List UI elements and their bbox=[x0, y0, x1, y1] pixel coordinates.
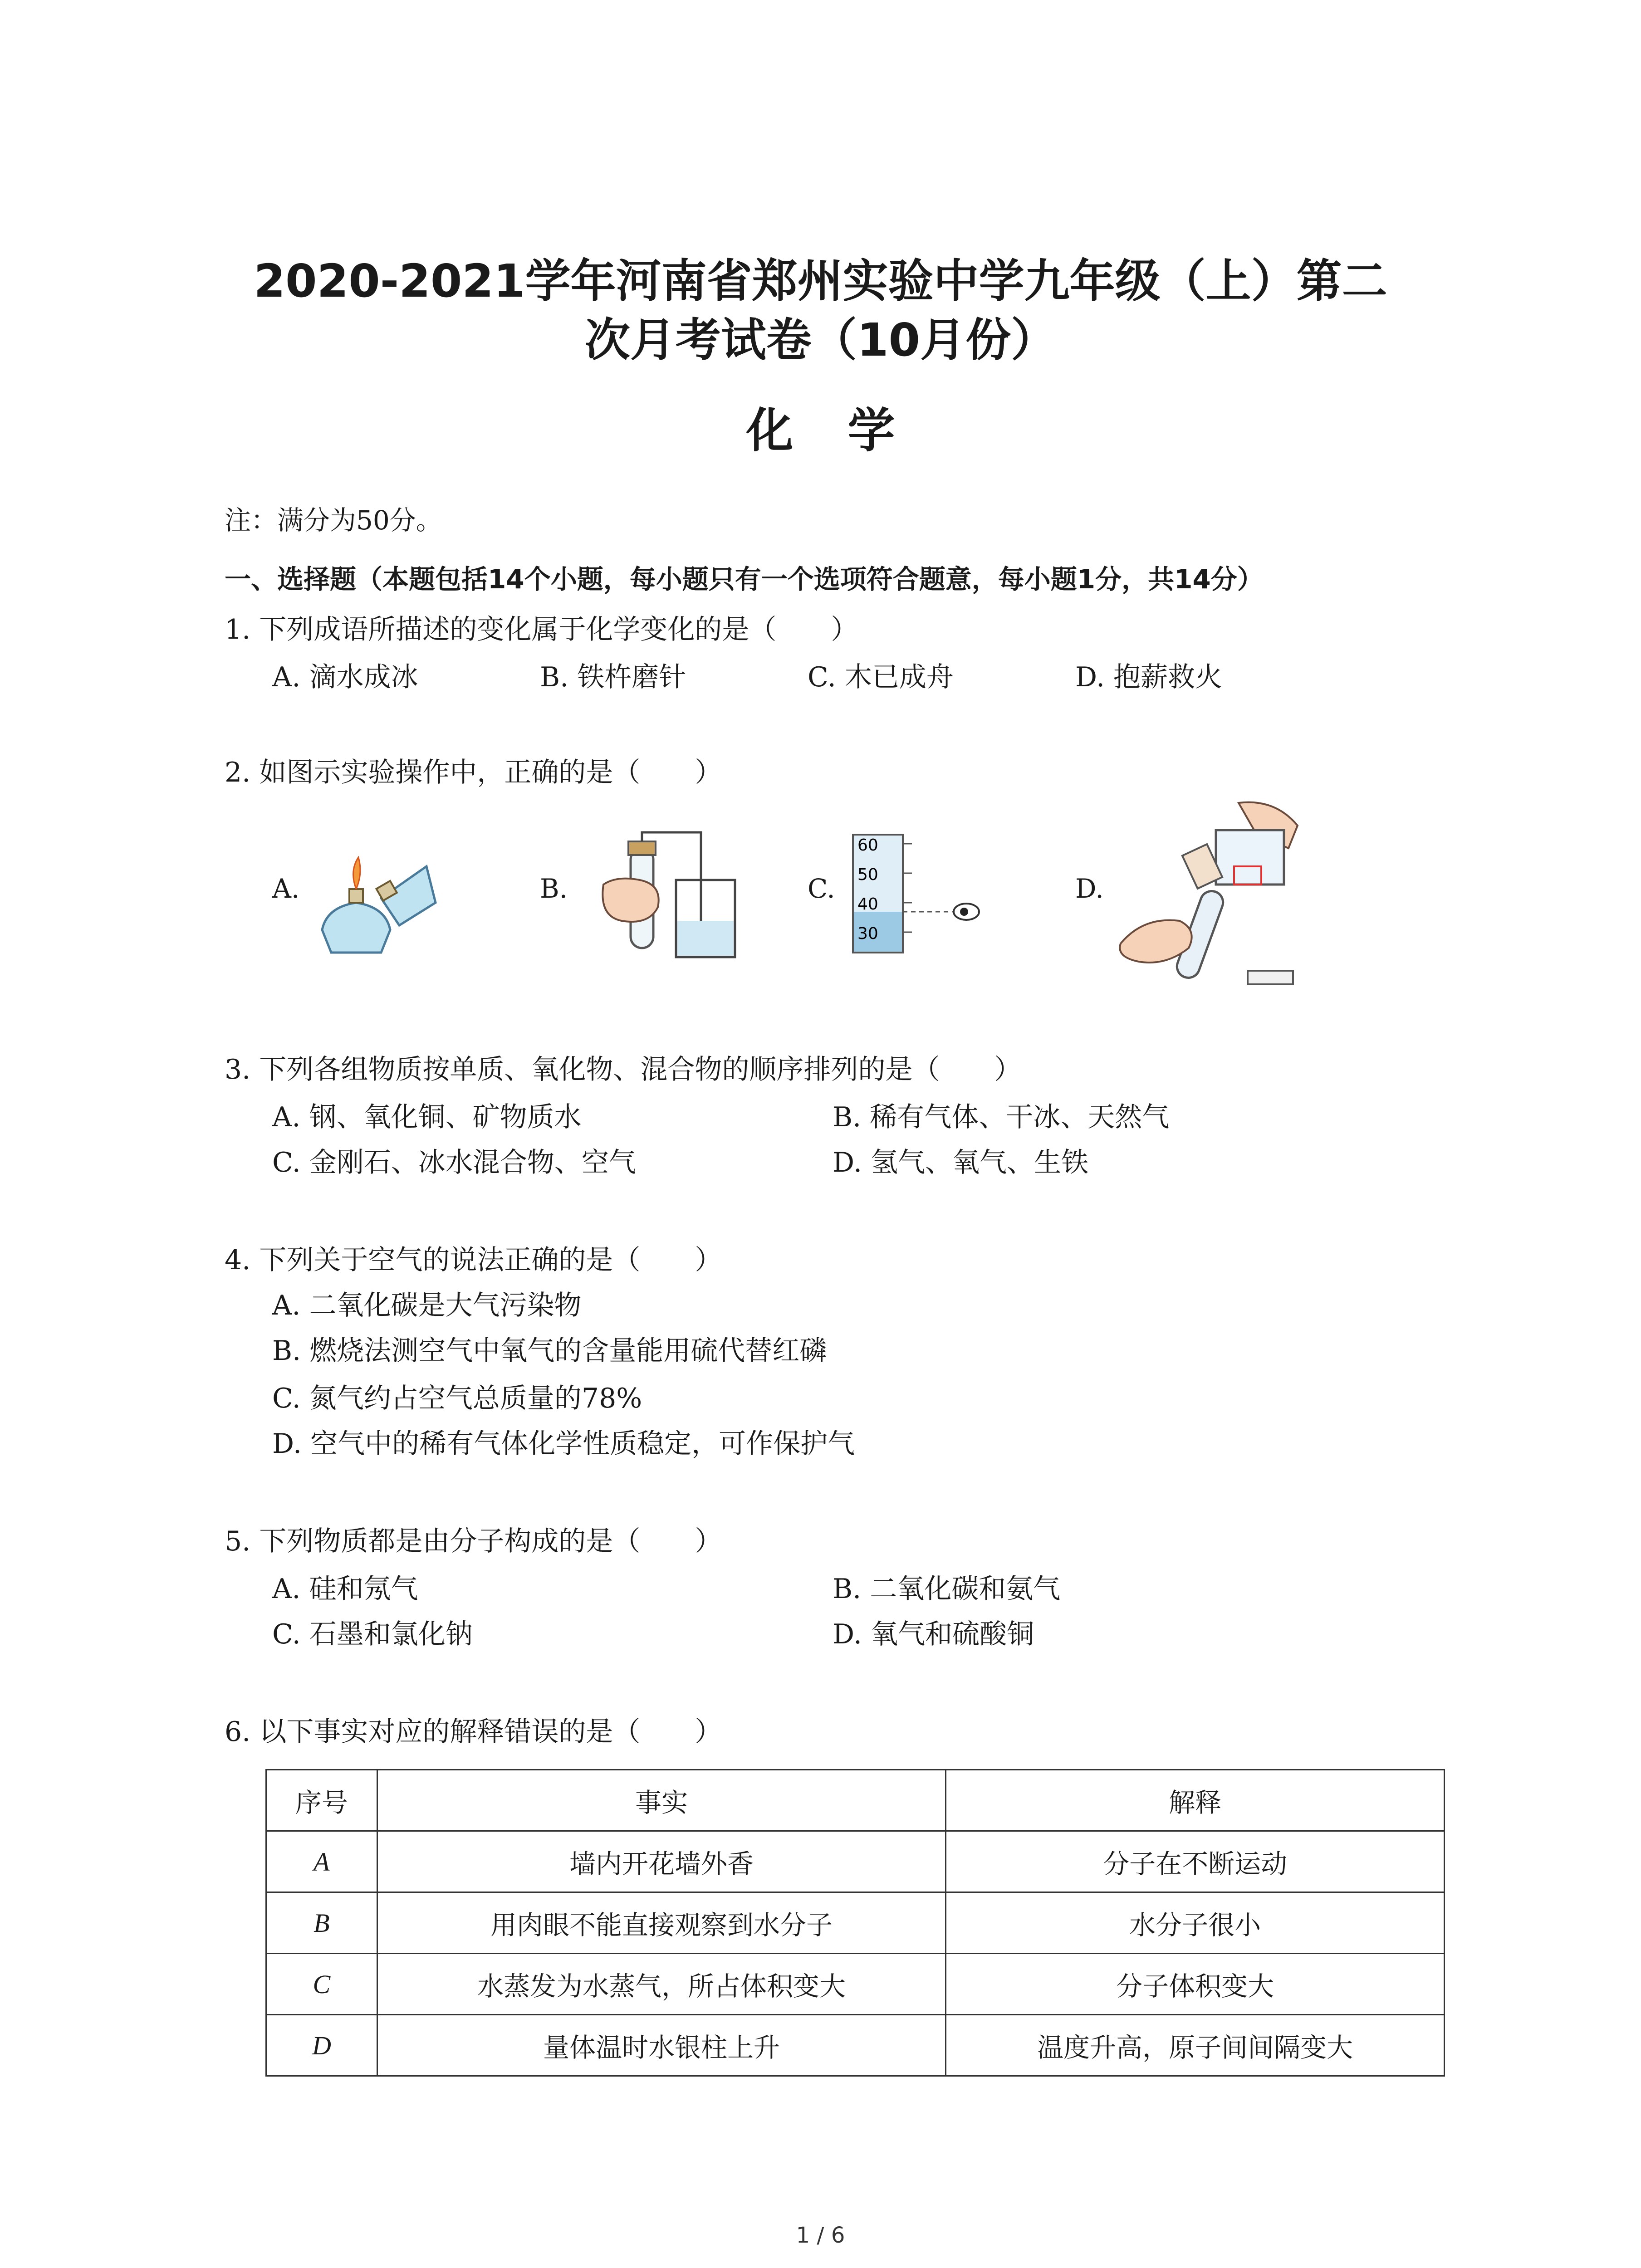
q2-option-c[interactable]: C. bbox=[808, 873, 835, 904]
figure-pouring-liquid bbox=[1112, 798, 1316, 989]
score-note: 注：满分为50分。 bbox=[225, 505, 442, 536]
section-heading: 一、选择题（本题包括14个小题，每小题只有一个选项符合题意，每小题1分，共14分） bbox=[225, 564, 1264, 595]
question-4-stem: 4. 下列关于空气的说法正确的是（ ） bbox=[225, 1244, 722, 1276]
figure-alcohol-lamps bbox=[313, 839, 440, 957]
question-1-stem: 1. 下列成语所描述的变化属于化学变化的是（ ） bbox=[225, 614, 858, 645]
title-line-1: 2020-2021学年河南省郑州实验中学九年级（上）第二 bbox=[254, 254, 1387, 308]
row-fact: 用肉眼不能直接观察到水分子 bbox=[377, 1892, 945, 1954]
q2-option-a[interactable]: A. bbox=[272, 873, 300, 904]
table-header-explanation: 解释 bbox=[946, 1770, 1445, 1831]
q3-option-c[interactable]: C. 金刚石、冰水混合物、空气 bbox=[272, 1147, 636, 1178]
q1-option-b[interactable]: B. 铁杵磨针 bbox=[540, 661, 686, 693]
table-row bbox=[266, 1892, 1445, 1954]
question-3-stem: 3. 下列各组物质按单质、氧化物、混合物的顺序排列的是（ ） bbox=[225, 1054, 1022, 1085]
question-5-stem: 5. 下列物质都是由分子构成的是（ ） bbox=[225, 1525, 722, 1557]
q4-option-a[interactable]: A. 二氧化碳是大气污染物 bbox=[272, 1290, 582, 1321]
subject-title: 化学 bbox=[746, 403, 950, 458]
q3-option-a[interactable]: A. 钢、氧化铜、矿物质水 bbox=[272, 1101, 582, 1133]
figure-measuring-cylinder bbox=[848, 830, 985, 957]
row-explanation: 水分子很小 bbox=[946, 1892, 1445, 1954]
q2-option-d[interactable]: D. bbox=[1075, 873, 1104, 904]
row-explanation: 分子在不断运动 bbox=[946, 1831, 1445, 1892]
tick-40: 40 bbox=[857, 895, 878, 914]
row-index: C bbox=[266, 1954, 377, 2015]
q5-option-a[interactable]: A. 硅和氖气 bbox=[272, 1573, 418, 1605]
table-header-index: 序号 bbox=[266, 1770, 377, 1831]
facts-table bbox=[265, 1769, 1445, 2077]
tick-50: 50 bbox=[857, 865, 878, 884]
row-fact: 墙内开花墙外香 bbox=[377, 1831, 945, 1892]
q5-option-b[interactable]: B. 二氧化碳和氨气 bbox=[833, 1573, 1061, 1605]
table-header-fact: 事实 bbox=[377, 1770, 945, 1831]
q5-option-c[interactable]: C. 石墨和氯化钠 bbox=[272, 1618, 473, 1650]
table-row bbox=[266, 1831, 1445, 1892]
row-index: D bbox=[266, 2015, 377, 2076]
q3-option-d[interactable]: D. 氢气、氧气、生铁 bbox=[833, 1147, 1089, 1178]
tick-30: 30 bbox=[857, 924, 878, 943]
title-line-2: 次月考试卷（10月份） bbox=[584, 313, 1057, 367]
row-explanation: 分子体积变大 bbox=[946, 1954, 1445, 2015]
row-explanation: 温度升高，原子间间隔变大 bbox=[946, 2015, 1445, 2076]
page-number: 1 / 6 bbox=[796, 2223, 845, 2248]
q1-option-c[interactable]: C. 木已成舟 bbox=[808, 661, 954, 693]
q4-option-c[interactable]: C. 氮气约占空气总质量的78% bbox=[272, 1383, 642, 1414]
row-index: A bbox=[266, 1831, 377, 1892]
q5-option-d[interactable]: D. 氧气和硫酸铜 bbox=[833, 1618, 1034, 1650]
question-2-stem: 2. 如图示实验操作中，正确的是（ ） bbox=[225, 757, 722, 788]
q1-option-a[interactable]: A. 滴水成冰 bbox=[272, 661, 418, 693]
question-6-stem: 6. 以下事实对应的解释错误的是（ ） bbox=[225, 1716, 722, 1748]
row-fact: 水蒸发为水蒸气，所占体积变大 bbox=[377, 1954, 945, 2015]
tick-60: 60 bbox=[857, 836, 878, 855]
table-row bbox=[266, 2015, 1445, 2076]
q4-option-b[interactable]: B. 燃烧法测空气中氧气的含量能用硫代替红磷 bbox=[272, 1335, 827, 1367]
q3-option-b[interactable]: B. 稀有气体、干冰、天然气 bbox=[833, 1101, 1170, 1133]
row-index: B bbox=[266, 1892, 377, 1954]
table-row bbox=[266, 1954, 1445, 2015]
q2-option-b[interactable]: B. bbox=[540, 873, 568, 904]
table-header-row bbox=[266, 1770, 1445, 1831]
row-fact: 量体温时水银柱上升 bbox=[377, 2015, 945, 2076]
figure-airtightness-check bbox=[590, 830, 762, 966]
q1-option-d[interactable]: D. 抱薪救火 bbox=[1075, 661, 1223, 693]
q4-option-d[interactable]: D. 空气中的稀有气体化学性质稳定，可作保护气 bbox=[272, 1428, 855, 1460]
